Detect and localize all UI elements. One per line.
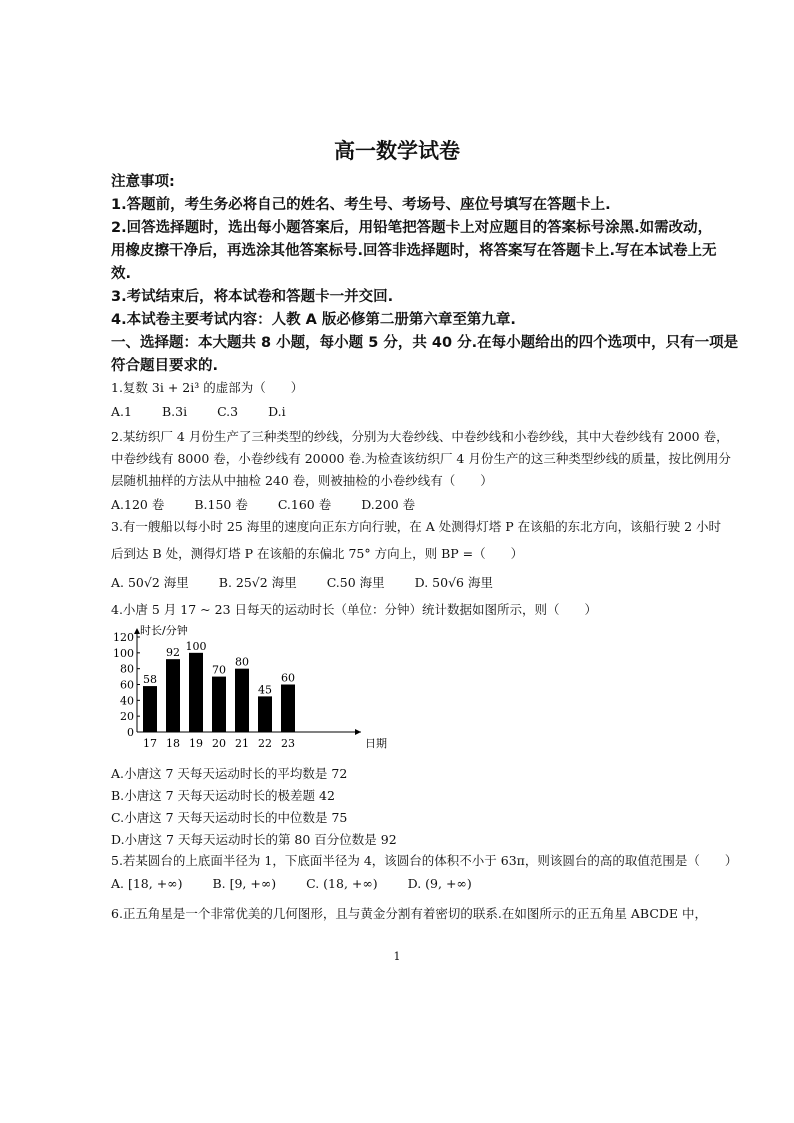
- notice-item: 1.答题前，考生务必将自己的姓名、考生号、考场号、座位号填写在答题卡上.: [111, 197, 611, 213]
- notice-item: 3.考试结束后，将本试卷和答题卡一并交回.: [111, 289, 394, 305]
- y-tick-label: 20: [120, 710, 134, 724]
- option-b: B. [9, +∞): [212, 876, 277, 891]
- y-tick-label: 40: [120, 694, 134, 708]
- data-label: 70: [212, 663, 226, 677]
- option-a: A. 50√2 海里: [111, 575, 189, 590]
- page-title: 高一数学试卷: [334, 139, 460, 163]
- data-label: 58: [143, 673, 157, 687]
- option-a: A.1: [111, 404, 132, 419]
- notice-item: 4.本试卷主要考试内容：人教 A 版必修第二册第六章至第九章.: [111, 312, 516, 328]
- y-axis-label: 时长/分钟: [140, 625, 188, 637]
- y-tick-label: 0: [127, 726, 134, 739]
- option-d: D.小唐这 7 天每天运动时长的第 80 百分位数是 92: [111, 832, 397, 847]
- section-heading-line: 一、选择题：本大题共 8 小题，每小题 5 分，共 40 分.在每小题给出的四个选项中，只有一项是: [111, 335, 739, 351]
- question-stem: 1.复数 3i + 2i³ 的虚部为（ ）: [111, 380, 304, 395]
- question-stem: 2.某纺织厂 4 月份生产了三种类型的纱线，分别为大卷纱线、中卷纱线和小卷纱线，其中大卷纱线有 2000 卷，: [111, 429, 729, 444]
- option-a: A. [18, +∞): [111, 876, 183, 891]
- data-label: 100: [185, 639, 207, 653]
- bar-chart: [111, 625, 401, 755]
- bar: [235, 669, 249, 732]
- data-label: 45: [258, 683, 272, 697]
- option-row: [111, 573, 519, 591]
- option-d: D.i: [268, 404, 286, 419]
- question-stem: 3.有一艘船以每小时 25 海里的速度向正东方向行驶，在 A 处测得灯塔 P 在该船的东北方向，该船行驶 2 小时: [111, 519, 722, 534]
- option-row: [111, 876, 498, 891]
- option-b: B.3i: [161, 404, 188, 419]
- x-tick-label: 23: [281, 737, 295, 750]
- option-d: D. 50√6 海里: [414, 575, 493, 590]
- y-tick-label: 120: [113, 631, 134, 644]
- option-b: B. 25√2 海里: [218, 575, 297, 590]
- bar: [166, 659, 180, 732]
- notice-heading: 注意事项:: [111, 174, 175, 190]
- option-b: B.150 卷: [194, 497, 248, 512]
- question-stem: 中卷纱线有 8000 卷，小卷纱线有 20000 卷.为检查该纺织厂 4 月份生产的这三种类型纱线的质量，按比例用分: [111, 451, 731, 466]
- bar: [143, 686, 157, 732]
- option-c: C.3: [217, 404, 239, 419]
- page-number: 1: [393, 950, 401, 963]
- y-tick-label: 60: [120, 678, 134, 692]
- question-stem: 后到达 B 处，测得灯塔 P 在该船的东偏北 75° 方向上，则 BP =（ ）: [111, 546, 524, 561]
- option-c: C.160 卷: [277, 497, 332, 512]
- option-a: A.小唐这 7 天每天运动时长的平均数是 72: [111, 766, 348, 781]
- x-axis-arrow: [355, 729, 361, 735]
- y-tick-label: 100: [113, 646, 134, 660]
- data-label: 80: [235, 655, 249, 669]
- x-tick-label: 22: [258, 737, 272, 750]
- option-b: B.小唐这 7 天每天运动时长的极差题 42: [111, 788, 335, 803]
- option-d: D.200 卷: [361, 497, 416, 512]
- option-c: C.小唐这 7 天每天运动时长的中位数是 75: [111, 810, 348, 825]
- option-a: A.120 卷: [111, 497, 165, 512]
- section-heading-line: 符合题目要求的.: [111, 358, 219, 374]
- option-c: C. (18, +∞): [306, 876, 378, 891]
- y-tick-label: 80: [120, 662, 134, 676]
- notice-item: 2.回答选择题时，选出每小题答案后，用铅笔把答题卡上对应题目的答案标号涂黑.如需改动，: [111, 220, 713, 236]
- x-tick-label: 21: [235, 737, 249, 750]
- x-tick-label: 19: [189, 737, 203, 750]
- x-tick-label: 20: [212, 737, 226, 750]
- x-axis-label: 日期: [365, 737, 387, 750]
- x-tick-label: 17: [143, 737, 157, 750]
- question-stem: 4.小唐 5 月 17 ~ 23 日每天的运动时长（单位：分钟）统计数据如图所示，则（ ）: [111, 602, 598, 617]
- x-tick-label: 18: [166, 737, 180, 750]
- bar: [281, 685, 295, 733]
- bar: [189, 653, 203, 732]
- bar: [258, 696, 272, 732]
- data-label: 60: [281, 671, 295, 685]
- option-d: D. (9, +∞): [407, 876, 472, 891]
- question-stem: 6.正五角星是一个非常优美的几何图形，且与黄金分割有着密切的联系.在如图所示的正五角星 ABCDE 中，: [111, 906, 708, 921]
- option-row: [111, 495, 441, 513]
- option-c: C.50 海里: [326, 575, 385, 590]
- question-stem: 层随机抽样的方法从中抽检 240 卷，则被抽检的小卷纱线有（ ）: [111, 473, 493, 488]
- notice-item: 效.: [111, 266, 132, 282]
- question-stem: 5.若某圆台的上底面半径为 1，下底面半径为 4，该圆台的体积不小于 63π，则该圆台的高的取值范围是（ ）: [111, 853, 738, 868]
- option-row: [111, 404, 312, 419]
- bar: [212, 677, 226, 732]
- notice-item: 用橡皮擦干净后，再选涂其他答案标号.回答非选择题时，将答案写在答题卡上.写在本试卷上无: [111, 243, 717, 259]
- data-label: 92: [166, 646, 180, 660]
